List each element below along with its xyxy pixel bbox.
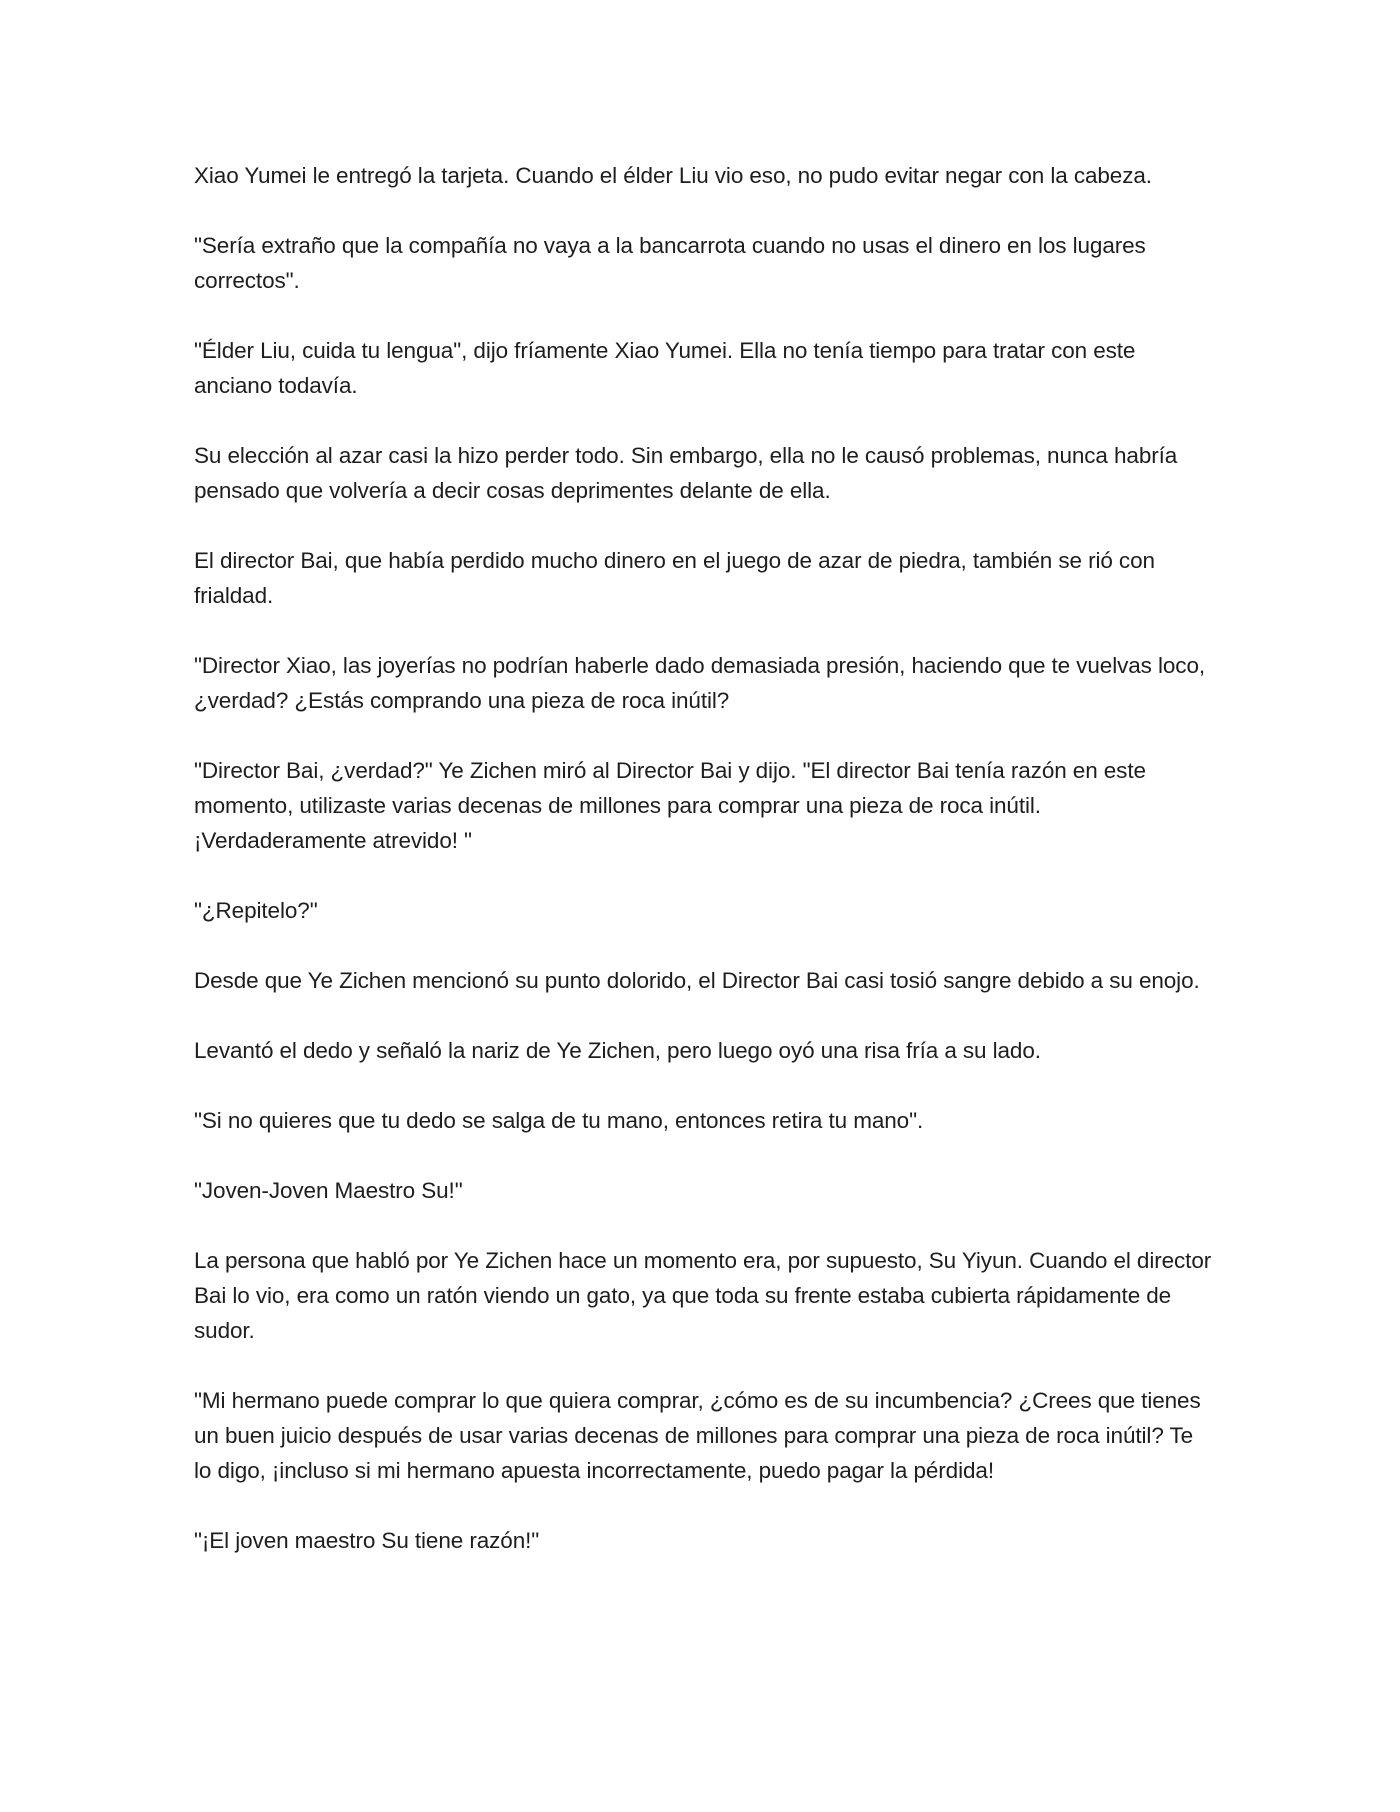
paragraph: "Élder Liu, cuida tu lengua", dijo fríamente Xiao Yumei. Ella no tenía tiempo para tratar con este anciano todavía.	[194, 338, 1136, 398]
paragraph: Levantó el dedo y señaló la nariz de Ye Zichen, pero luego oyó una risa fría a su lado.	[194, 1038, 1041, 1063]
paragraph: El director Bai, que había perdido mucho dinero en el juego de azar de piedra, también se rió con frialdad.	[194, 548, 1155, 608]
paragraph: "Director Bai, ¿verdad?" Ye Zichen miró al Director Bai y dijo. "El director Bai tenía razón en este momento, utilizaste varias decenas de millones para comprar una pieza de roca inútil. ¡Verdaderamente atrevido! "	[194, 758, 1146, 853]
paragraph: "Director Xiao, las joyerías no podrían haberle dado demasiada presión, haciendo que te vuelvas loco, ¿verdad? ¿Estás comprando una pieza de roca inútil?	[194, 653, 1206, 713]
paragraph: "Sería extraño que la compañía no vaya a la bancarrota cuando no usas el dinero en los lugares correctos".	[194, 233, 1146, 293]
paragraph: "Si no quieres que tu dedo se salga de tu mano, entonces retira tu mano".	[194, 1108, 924, 1133]
document-body	[194, 158, 1214, 1593]
paragraph: Xiao Yumei le entregó la tarjeta. Cuando el élder Liu vio eso, no pudo evitar negar con la cabeza.	[194, 163, 1152, 188]
paragraph: Su elección al azar casi la hizo perder todo. Sin embargo, ella no le causó problemas, nunca habría pensado que volvería a decir cosas deprimentes delante de ella.	[194, 443, 1178, 503]
paragraph: "Mi hermano puede comprar lo que quiera comprar, ¿cómo es de su incumbencia? ¿Crees que tienes un buen juicio después de usar varias decenas de millones para comprar una pieza de roca inútil? Te lo digo, ¡incluso si mi hermano apuesta incorrectamente, puedo pagar la pérdida!	[194, 1388, 1201, 1483]
paragraph: "¿Repitelo?"	[194, 898, 318, 923]
paragraph: "Joven-Joven Maestro Su!"	[194, 1178, 463, 1203]
paragraph: "¡El joven maestro Su tiene razón!"	[194, 1528, 540, 1553]
paragraph: La persona que habló por Ye Zichen hace un momento era, por supuesto, Su Yiyun. Cuando el director Bai lo vio, era como un ratón viendo un gato, ya que toda su frente estaba cubierta rápidamente de sudor.	[194, 1248, 1212, 1343]
paragraph: Desde que Ye Zichen mencionó su punto dolorido, el Director Bai casi tosió sangre debido a su enojo.	[194, 968, 1200, 993]
